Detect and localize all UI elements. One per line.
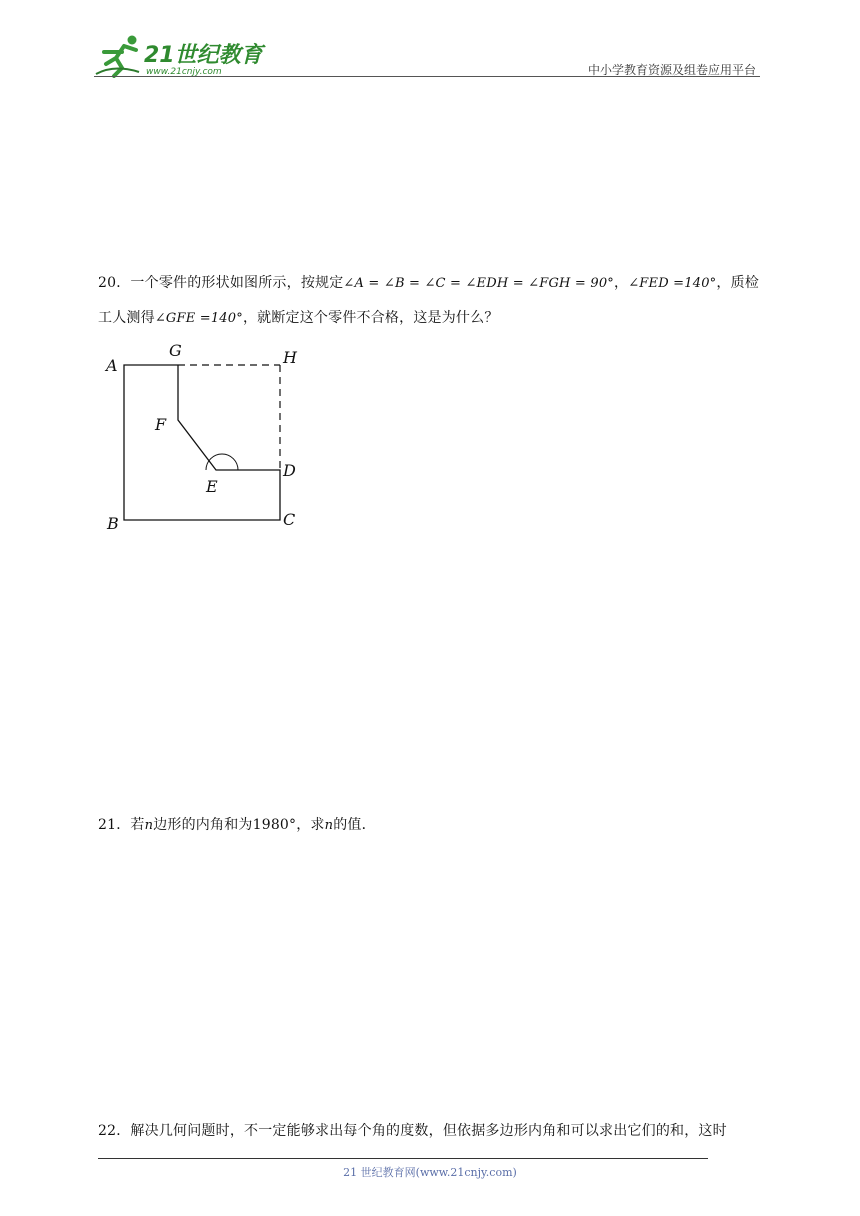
footer-text: 21 世纪教育网(www.21cnjy.com) [343,1166,517,1179]
dashed-extension [178,365,280,470]
label-B: B [107,514,119,533]
question-text: 的值． [333,817,376,833]
label-C: C [283,510,296,529]
formula: ∠FED =140° [628,276,717,291]
question-22 [98,1114,766,1148]
question-number: 20． [98,275,131,291]
question-text: 解决几何问题时，不一定能够求出每个角的度数，但依据多边形内角和可以求出它们的和，这时 [130,1123,727,1139]
label-F: F [155,415,167,434]
question-number: 21． [98,817,131,833]
runner-icon [96,36,139,77]
label-A: A [106,356,118,375]
logo-text: 21世纪教育 [144,43,263,68]
question-text: 若 [130,817,145,833]
separator: ， [614,275,629,291]
question-text: ，质检工人测得 [98,275,759,326]
label-G: G [169,341,182,360]
formula: ∠A = ∠B = ∠C = ∠EDH = ∠FGH = 90° [343,276,614,291]
question-20 [98,266,766,336]
label-D: D [283,461,296,480]
site-logo [94,34,269,78]
question-text: 边形的内角和为1980°，求 [153,817,325,833]
footer-divider [98,1158,708,1159]
question-text: ，就断定这个零件不合格，这是为什么？ [242,310,499,326]
part-outline [124,365,280,520]
variable-n: n [324,818,334,833]
angle-arc [206,454,238,470]
question-number: 22． [98,1123,131,1139]
variable-n: n [144,818,154,833]
question-text: 一个零件的形状如图所示，按规定 [130,275,344,291]
label-H: H [283,348,297,367]
logo-url: www.21cnjy.com [146,67,222,77]
formula: ∠GFE =140° [154,311,243,326]
platform-name: 中小学教育资源及组卷应用平台 [587,63,756,77]
label-E: E [206,477,218,496]
part-diagram [100,340,310,535]
question-21 [98,808,766,843]
header-divider [94,76,760,77]
